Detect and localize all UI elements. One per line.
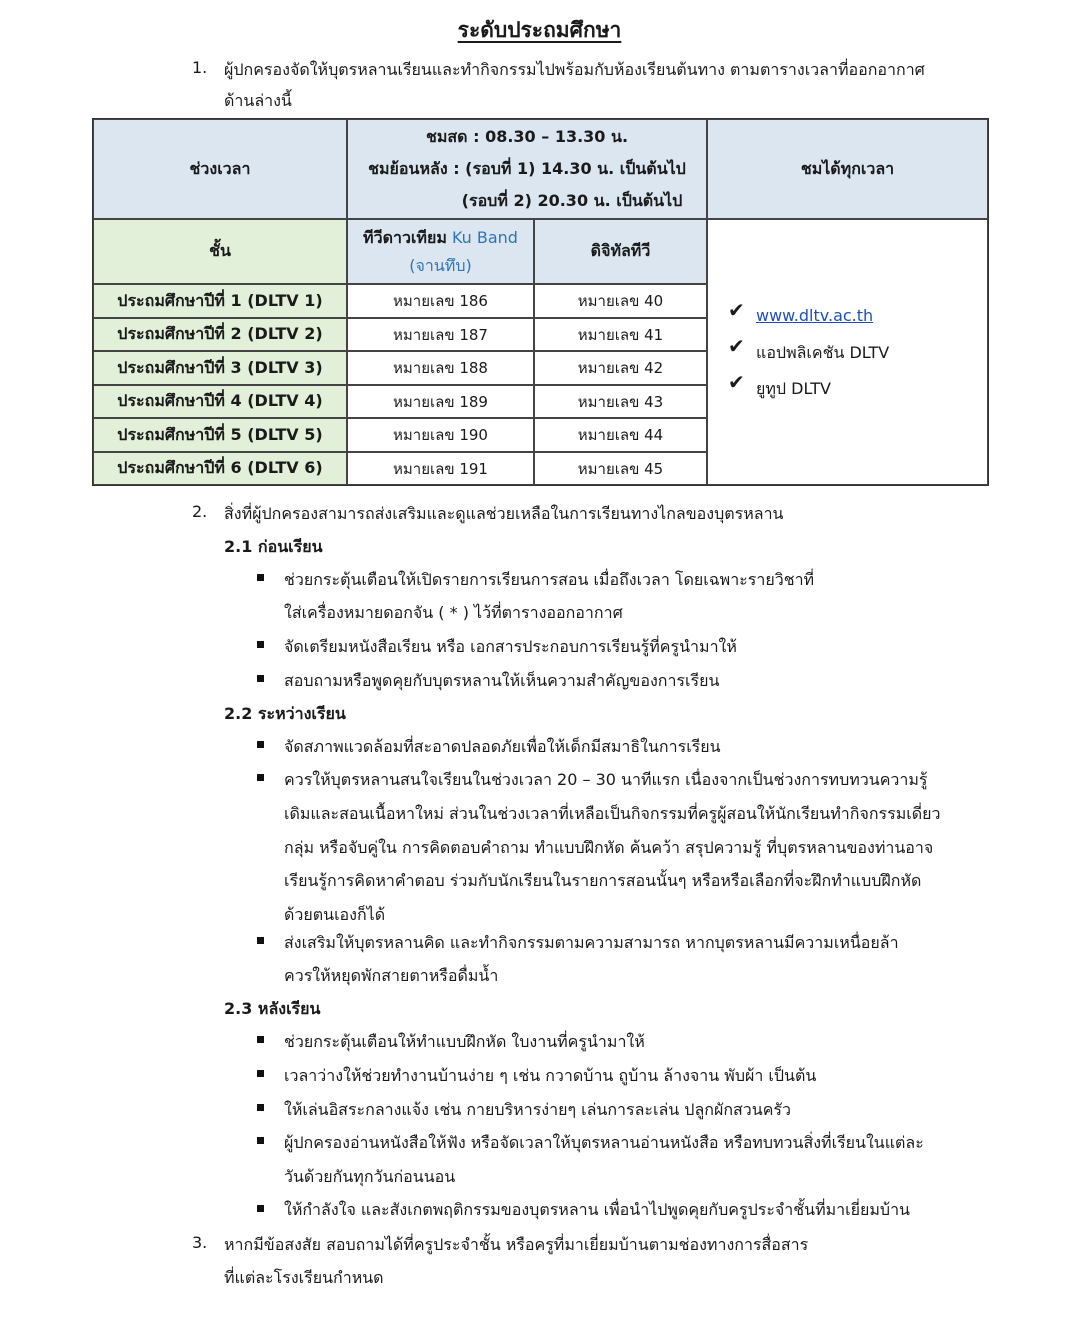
digital-channel: หมายเลข 45	[534, 452, 707, 485]
during-bullet-2-line-2: เดิมและสอนเนื้อหาใหม่ ส่วนในช่วงเวลาที่เหลือเป็นกิจกรรมที่ครูผู้สอนให้นักเรียนทำกิจกรรมเดี่ยว	[284, 804, 941, 823]
during-bullet-2-line-3: กลุ่ม หรือจับคู่ใน การคิดตอบคำถาม ทำแบบฝึกหัด ค้นคว้า สรุปความรู้ ที่บุตรหลานของท่านอาจ	[284, 838, 934, 857]
during-bullet-1: จัดสภาพแวดล้อมที่สะอาดปลอดภัยเพื่อให้เด็กมีสมาธิในการเรียน	[284, 737, 721, 756]
after-heading: 2.3 หลังเรียน	[224, 999, 321, 1018]
replay-2: (รอบที่ 2) 20.30 น. เป็นต้นไป	[461, 191, 683, 210]
grade-row-4: ประถมศึกษาปีที่ 4 (DLTV 4)	[93, 385, 347, 418]
bullet-icon	[257, 1070, 264, 1077]
after-bullet-1: ช่วยกระตุ้นเตือนให้ทำแบบฝึกหัด ใบงานที่ครูนำมาให้	[284, 1032, 645, 1051]
time-header: ช่วงเวลา	[93, 119, 347, 219]
youtube-channel: ยูทูป DLTV	[756, 379, 831, 398]
satellite-channel: หมายเลข 191	[347, 452, 534, 485]
satellite-channel: หมายเลข 190	[347, 418, 534, 452]
bullet-icon	[257, 774, 264, 781]
satellite-channel: หมายเลข 186	[347, 284, 534, 318]
replay-1: ชมย้อนหลัง : (รอบที่ 1) 14.30 น. เป็นต้นไป	[368, 159, 686, 178]
during-bullet-3-line-2: ควรให้หยุดพักสายตาหรือดื่มน้ำ	[284, 966, 499, 985]
before-bullet-2: จัดเตรียมหนังสือเรียน หรือ เอกสารประกอบการเรียนรู้ที่ครูนำมาให้	[284, 637, 737, 656]
bullet-icon	[257, 1104, 264, 1111]
bullet-icon	[257, 937, 264, 944]
during-bullet-2-line-1: ควรให้บุตรหลานสนใจเรียนในช่วงเวลา 20 – 30 นาทีแรก เนื่องจากเป็นช่วงการทบทวนความรู้	[284, 770, 928, 789]
digital-channel: หมายเลข 41	[534, 318, 707, 351]
digital-channel: หมายเลข 40	[534, 284, 707, 318]
during-bullet-3-line-1: ส่งเสริมให้บุตรหลานคิด และทำกิจกรรมตามความสามารถ หากบุตรหลานมีความเหนื่อยล้า	[284, 933, 899, 952]
live-time: ชมสด : 08.30 – 13.30 น.	[425, 127, 629, 146]
after-bullet-4-line-2: วันด้วยกันทุกวันก่อนนอน	[284, 1167, 456, 1186]
during-bullet-2-line-5: ด้วยตนเองก็ได้	[284, 905, 386, 924]
check-icon: ✔	[728, 370, 745, 394]
after-bullet-4-line-1: ผู้ปกครองอ่านหนังสือให้ฟัง หรือจัดเวลาให้บุตรหลานอ่านหนังสือ หรือทบทวนสิ่งที่เรียนในแต่ละ	[284, 1133, 924, 1152]
item-1-line-2: ด้านล่างนี้	[224, 91, 292, 110]
check-icon: ✔	[728, 334, 745, 358]
grade-row-3: ประถมศึกษาปีที่ 3 (DLTV 3)	[93, 351, 347, 385]
digital-channel: หมายเลข 44	[534, 418, 707, 452]
satellite-channel: หมายเลข 187	[347, 318, 534, 351]
satellite-channel: หมายเลข 189	[347, 385, 534, 418]
item-2-text: สิ่งที่ผู้ปกครองสามารถส่งเสริมและดูแลช่วยเหลือในการเรียนทางไกลของบุตรหลาน	[224, 504, 784, 523]
bullet-icon	[257, 574, 264, 581]
broadcast-times	[347, 119, 707, 219]
item-3-line-1: หากมีข้อสงสัย สอบถามได้ที่ครูประจำชั้น หรือครูที่มาเยี่ยมบ้านตามช่องทางการสื่อสาร	[224, 1235, 809, 1254]
bullet-icon	[257, 675, 264, 682]
grade-row-5: ประถมศึกษาปีที่ 5 (DLTV 5)	[93, 418, 347, 452]
item-1-number: 1.	[192, 58, 208, 77]
before-bullet-1-line-2: ใส่เครื่องหมายดอกจัน ( * ) ไว้ที่ตารางออกอากาศ	[284, 603, 623, 622]
bullet-icon	[257, 1036, 264, 1043]
grade-row-6: ประถมศึกษาปีที่ 6 (DLTV 6)	[93, 452, 347, 485]
before-bullet-3: สอบถามหรือพูดคุยกับบุตรหลานให้เห็นความสำคัญของการเรียน	[284, 671, 720, 690]
bullet-icon	[257, 741, 264, 748]
page-title: ระดับประถมศึกษา	[457, 18, 622, 42]
digital-channel: หมายเลข 43	[534, 385, 707, 418]
grade-row-2: ประถมศึกษาปีที่ 2 (DLTV 2)	[93, 318, 347, 351]
app-channel: แอปพลิเคชัน DLTV	[756, 343, 890, 362]
before-bullet-1-line-1: ช่วยกระตุ้นเตือนให้เปิดรายการเรียนการสอน เมื่อถึงเวลา โดยเฉพาะรายวิชาที่	[284, 570, 815, 589]
during-bullet-2-line-4: เรียนรู้การคิดหาคำตอบ ร่วมกับนักเรียนในรายการสอนนั้นๆ หรือหรือเลือกที่จะฝึกทำแบบฝึกหัด	[284, 871, 922, 890]
bullet-icon	[257, 1205, 264, 1212]
channels-cell	[707, 219, 988, 485]
after-bullet-5: ให้กำลังใจ และสังเกตพฤติกรรมของบุตรหลาน เพื่อนำไปพูดคุยกับครูประจำชั้นที่มาเยี่ยมบ้าน	[284, 1200, 910, 1219]
item-2-number: 2.	[192, 502, 208, 521]
item-1-line-1: ผู้ปกครองจัดให้บุตรหลานเรียนและทำกิจกรรมไปพร้อมกับห้องเรียนต้นทาง ตามตารางเวลาที่ออกอากาศ	[224, 60, 925, 79]
before-heading: 2.1 ก่อนเรียน	[224, 537, 323, 556]
digital-header: ดิจิทัลทีวี	[534, 219, 707, 284]
item-3-number: 3.	[192, 1233, 208, 1252]
website-link[interactable]: www.dltv.ac.th	[756, 306, 874, 325]
bullet-icon	[257, 1137, 264, 1144]
satellite-channel: หมายเลข 188	[347, 351, 534, 385]
digital-channel: หมายเลข 42	[534, 351, 707, 385]
anytime-header: ชมได้ทุกเวลา	[707, 119, 988, 219]
satellite-header: ทีวีดาวเทียม Ku Band (จานทึบ)	[347, 219, 534, 284]
after-bullet-2: เวลาว่างให้ช่วยทำงานบ้านง่าย ๆ เช่น กวาดบ้าน ถูบ้าน ล้างจาน พับผ้า เป็นต้น	[284, 1066, 817, 1085]
during-heading: 2.2 ระหว่างเรียน	[224, 704, 346, 723]
grade-header: ชั้น	[93, 219, 347, 284]
schedule-table	[92, 118, 989, 486]
grade-row-1: ประถมศึกษาปีที่ 1 (DLTV 1)	[93, 284, 347, 318]
item-3-line-2: ที่แต่ละโรงเรียนกำหนด	[224, 1268, 384, 1287]
check-icon: ✔	[728, 298, 745, 322]
after-bullet-3: ให้เล่นอิสระกลางแจ้ง เช่น กายบริหารง่ายๆ เล่นการละเล่น ปลูกผักสวนครัว	[284, 1100, 791, 1119]
bullet-icon	[257, 641, 264, 648]
